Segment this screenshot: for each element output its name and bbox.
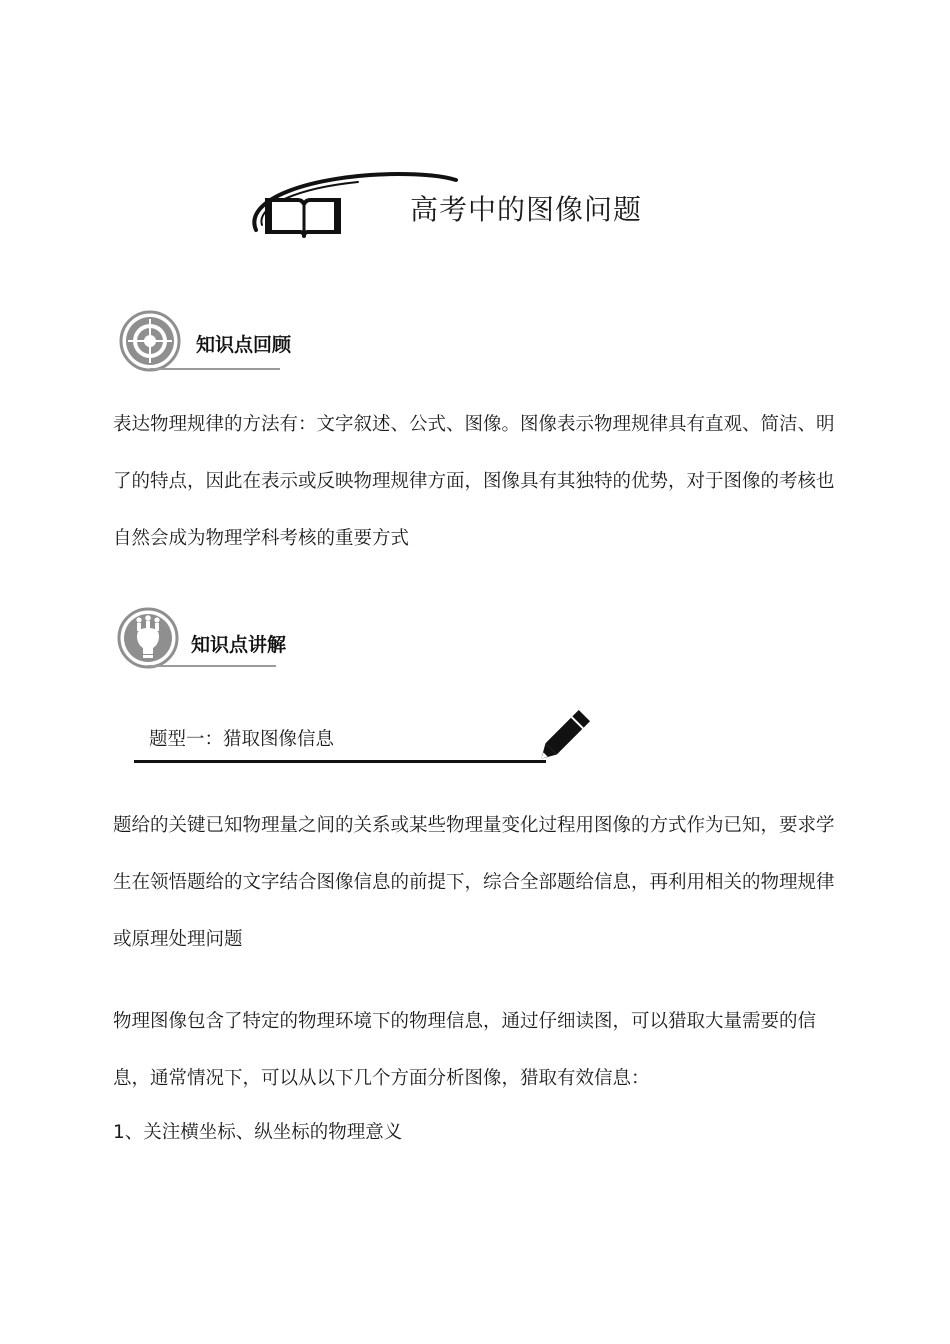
section-heading-explain: 知识点讲解	[191, 634, 287, 656]
target-icon	[119, 309, 185, 375]
paragraph-1: 题给的关键已知物理量之间的关系或某些物理量变化过程用图像的方式作为已知，要求学生在领悟题给的文字结合图像信息的前提下，综合全部题给信息，再利用相关的物理规律或原理处理问题	[113, 815, 835, 950]
page-title: 高考中的图像问题	[410, 193, 643, 226]
review-paragraph: 表达物理规律的方法有：文字叙述、公式、图像。图像表示物理规律具有直观、简洁、明了的特点，因此在表示或反映物理规律方面，图像具有其独特的优势，对于图像的考核也自然会成为物理学科考核的重要方式	[113, 414, 835, 549]
list-item: 1、关注横坐标、纵坐标的物理意义	[113, 1122, 403, 1143]
type-rule	[134, 760, 546, 763]
section-underline	[148, 665, 276, 667]
section-underline	[150, 368, 280, 370]
type-label: 题型一：猎取图像信息	[149, 729, 335, 750]
pencil-icon	[535, 703, 597, 765]
section-heading-review: 知识点回顾	[196, 334, 292, 356]
paragraph-2: 物理图像包含了特定的物理环境下的物理信息，通过仔细读图，可以猎取大量需要的信息，通常情况下，可以从以下几个方面分析图像，猎取有效信息：	[113, 1011, 817, 1089]
lightbulb-people-icon	[117, 606, 183, 672]
